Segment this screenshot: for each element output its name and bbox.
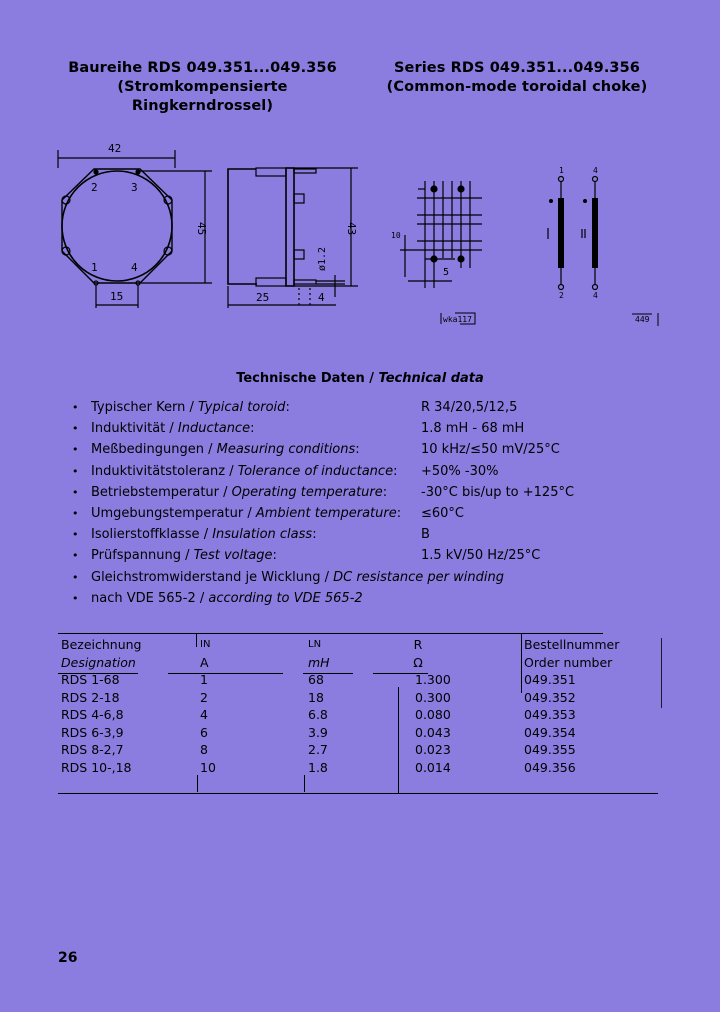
header-unit-millihenry: mH xyxy=(308,654,330,670)
spec-label-de: Typischer Kern / xyxy=(91,400,198,415)
spec-label-en: Operating temperature xyxy=(231,484,383,500)
dim-pin-length: 4 xyxy=(318,291,325,304)
pcb-layout-grid xyxy=(400,181,482,288)
product-table xyxy=(58,636,663,776)
cell-order-number: 049.352 xyxy=(524,689,576,705)
cell-inductance: 2.7 xyxy=(308,742,328,757)
bullet-icon: • xyxy=(72,549,79,563)
spec-row-typical-toroid xyxy=(72,397,672,418)
side-view-drawing xyxy=(228,168,358,308)
header-unit-ohm: Ω xyxy=(413,654,423,670)
schematic-pin-2: 2 xyxy=(559,291,564,300)
pcb-layout-labels xyxy=(391,231,449,278)
dim-side-height: 43 xyxy=(345,222,358,236)
side-view-labels xyxy=(256,222,358,304)
spec-label-suffix: : xyxy=(285,400,290,415)
schematic-drawing xyxy=(548,166,598,300)
spec-row-insulation-class xyxy=(72,524,672,545)
cell-order-number: 049.354 xyxy=(524,724,576,740)
header-order-number-de: Bestellnummer xyxy=(524,637,620,652)
spec-label-de: Umgebungstemperatur / xyxy=(91,505,256,521)
spec-label-de: Induktivität / xyxy=(91,421,178,437)
spec-value: 1.5 kV/50 Hz/25°C xyxy=(421,548,541,564)
header-order-number-en: Order number xyxy=(524,654,613,670)
bullet-icon: • xyxy=(72,506,79,520)
cell-inductance: 6.8 xyxy=(308,707,328,722)
schematic-pin-1: 1 xyxy=(559,166,564,175)
spec-label-en: Inductance xyxy=(177,421,251,437)
schematic-pin-4-bottom: 4 xyxy=(593,291,598,300)
spec-list xyxy=(72,397,672,609)
pcb-ref-code: wka117 xyxy=(443,315,472,324)
dim-grid: 10 xyxy=(391,231,401,240)
bullet-icon: • xyxy=(72,485,79,499)
spec-label-en: Ambient temperature xyxy=(255,505,397,521)
cell-inductance: 18 xyxy=(308,689,324,705)
spec-value: +50% -30% xyxy=(421,463,499,479)
title-german-line2: (Stromkompensierte xyxy=(117,79,288,95)
table-row xyxy=(58,741,663,759)
spec-label-en: DC resistance per winding xyxy=(333,569,504,585)
spec-row-tolerance xyxy=(72,461,672,482)
pin-label-3: 3 xyxy=(131,181,138,194)
table-header-row-bottom xyxy=(58,654,663,672)
heading-german: Technische Daten / xyxy=(236,371,379,386)
spec-value: R 34/20,5/12,5 xyxy=(421,400,518,415)
page-number: 26 xyxy=(58,950,78,966)
dim-spacing: 5 xyxy=(443,267,450,278)
pin-label-4: 4 xyxy=(131,261,138,274)
spec-label-de: nach VDE 565-2 / xyxy=(91,590,209,606)
table-vrule xyxy=(304,775,305,792)
header-unit-ampere: A xyxy=(200,654,209,670)
spec-label-en: Test voltage xyxy=(193,548,273,564)
table-row xyxy=(58,671,663,689)
spec-label-de: Induktivitätstoleranz / xyxy=(91,463,238,479)
cell-designation: RDS 4-6,8 xyxy=(61,707,124,722)
header-designation-en: Designation xyxy=(61,654,136,670)
spec-label-en: Typical toroid xyxy=(197,400,286,415)
bullet-icon: • xyxy=(72,528,79,542)
cell-order-number: 049.353 xyxy=(524,707,576,722)
bullet-icon: • xyxy=(72,591,79,605)
technical-drawing xyxy=(0,0,720,340)
cell-designation: RDS 6-3,9 xyxy=(61,724,124,740)
technical-data-heading xyxy=(60,371,660,386)
cell-designation: RDS 8-2,7 xyxy=(61,742,124,757)
cell-resistance: 0.300 xyxy=(415,689,451,705)
title-german-line1: Baureihe RDS 049.351...049.356 xyxy=(68,60,337,76)
title-english-line1: Series RDS 049.351...049.356 xyxy=(393,60,640,76)
table-header-row-top xyxy=(58,636,663,654)
spec-label-suffix: : xyxy=(396,505,402,521)
spec-label-de: Meßbedingungen / xyxy=(91,442,217,458)
table-row xyxy=(58,759,663,777)
cell-resistance: 0.023 xyxy=(415,742,451,757)
spec-label-suffix: : xyxy=(272,548,277,564)
schematic-ref-code-box xyxy=(632,313,658,326)
spec-label-suffix: : xyxy=(312,527,317,543)
spec-row-vde-standard xyxy=(72,588,672,609)
header-rated-current: IN xyxy=(200,639,211,650)
cell-inductance: 68 xyxy=(308,672,324,687)
spec-label-en: Measuring conditions xyxy=(216,442,356,458)
cell-current: 8 xyxy=(200,742,208,757)
spec-label-suffix: : xyxy=(393,463,398,479)
cell-inductance: 3.9 xyxy=(308,724,328,740)
cell-current: 4 xyxy=(200,707,208,722)
schematic-pin-4-top: 4 xyxy=(593,166,598,175)
spec-label-de: Gleichstromwiderstand je Wicklung / xyxy=(91,569,334,585)
spec-label-en: Insulation class xyxy=(212,527,313,543)
bullet-icon: • xyxy=(72,464,79,478)
cell-resistance: 0.014 xyxy=(415,759,451,775)
pin-label-2: 2 xyxy=(91,181,98,194)
cell-current: 6 xyxy=(200,724,208,740)
table-row xyxy=(58,706,663,724)
spec-label-de: Isolierstoffklasse / xyxy=(91,527,213,543)
table-bottom-rule xyxy=(58,793,658,794)
bullet-icon: • xyxy=(72,443,79,457)
spec-row-inductance xyxy=(72,418,672,439)
dim-pin-diameter: ø1.2 xyxy=(317,246,328,271)
cell-designation: RDS 1-68 xyxy=(61,672,120,687)
table-vrule xyxy=(197,775,198,792)
spec-label-suffix: : xyxy=(250,421,255,437)
spec-value: 10 kHz/≤50 mV/25°C xyxy=(421,442,560,458)
header-resistance: R xyxy=(413,637,423,652)
front-view-labels xyxy=(91,142,208,303)
spec-row-dc-resistance xyxy=(72,567,672,588)
spec-row-test-voltage xyxy=(72,545,672,566)
spec-value: B xyxy=(421,527,430,543)
cell-resistance: 0.043 xyxy=(415,724,451,740)
title-german-line3: Ringkerndrossel) xyxy=(131,98,274,114)
dim-width: 42 xyxy=(108,142,122,155)
cell-current: 10 xyxy=(200,759,216,775)
spec-label-en: Tolerance of inductance xyxy=(237,463,394,479)
table-row xyxy=(58,724,663,742)
cell-resistance: 0.080 xyxy=(415,707,451,722)
table-row xyxy=(58,689,663,707)
bullet-icon: • xyxy=(72,401,79,414)
spec-label-de: Prüfspannung / xyxy=(91,548,194,564)
cell-inductance: 1.8 xyxy=(308,759,328,775)
spec-label-suffix: : xyxy=(355,442,360,458)
heading-english: Technical data xyxy=(378,371,484,386)
spec-row-operating-temperature xyxy=(72,482,672,503)
cell-order-number: 049.351 xyxy=(524,672,576,687)
pcb-ref-code-box xyxy=(441,313,475,324)
spec-value: -30°C bis/up to +125°C xyxy=(421,484,575,500)
front-view-drawing xyxy=(58,150,212,308)
dim-pin-spacing: 15 xyxy=(110,290,124,303)
spec-label-suffix: : xyxy=(382,484,388,500)
cell-current: 1 xyxy=(200,672,208,687)
spec-label-de: Betriebstemperatur / xyxy=(91,484,232,500)
title-english-line2: (Common-mode toroidal choke) xyxy=(386,79,648,95)
pin-label-1: 1 xyxy=(91,261,98,274)
bullet-icon: • xyxy=(72,422,79,436)
bullet-icon: • xyxy=(72,570,79,584)
spec-value: ≤60°C xyxy=(421,505,465,521)
cell-designation: RDS 2-18 xyxy=(61,689,120,705)
cell-resistance: 1.300 xyxy=(415,672,451,687)
spec-value: 1.8 mH - 68 mH xyxy=(421,421,525,437)
spec-row-ambient-temperature xyxy=(72,503,672,524)
spec-row-measuring-conditions xyxy=(72,439,672,460)
cell-current: 2 xyxy=(200,689,208,705)
dim-height: 45 xyxy=(195,222,208,236)
cell-designation: RDS 10-,18 xyxy=(61,759,132,775)
cell-order-number: 049.356 xyxy=(524,759,576,775)
dim-depth: 25 xyxy=(256,291,270,304)
cell-order-number: 049.355 xyxy=(524,742,576,757)
header-inductance: LN xyxy=(308,639,322,650)
header-designation-de: Bezeichnung xyxy=(61,637,142,652)
spec-label-en: according to VDE 565-2 xyxy=(208,590,363,606)
schematic-ref-code: 449 xyxy=(635,315,650,324)
